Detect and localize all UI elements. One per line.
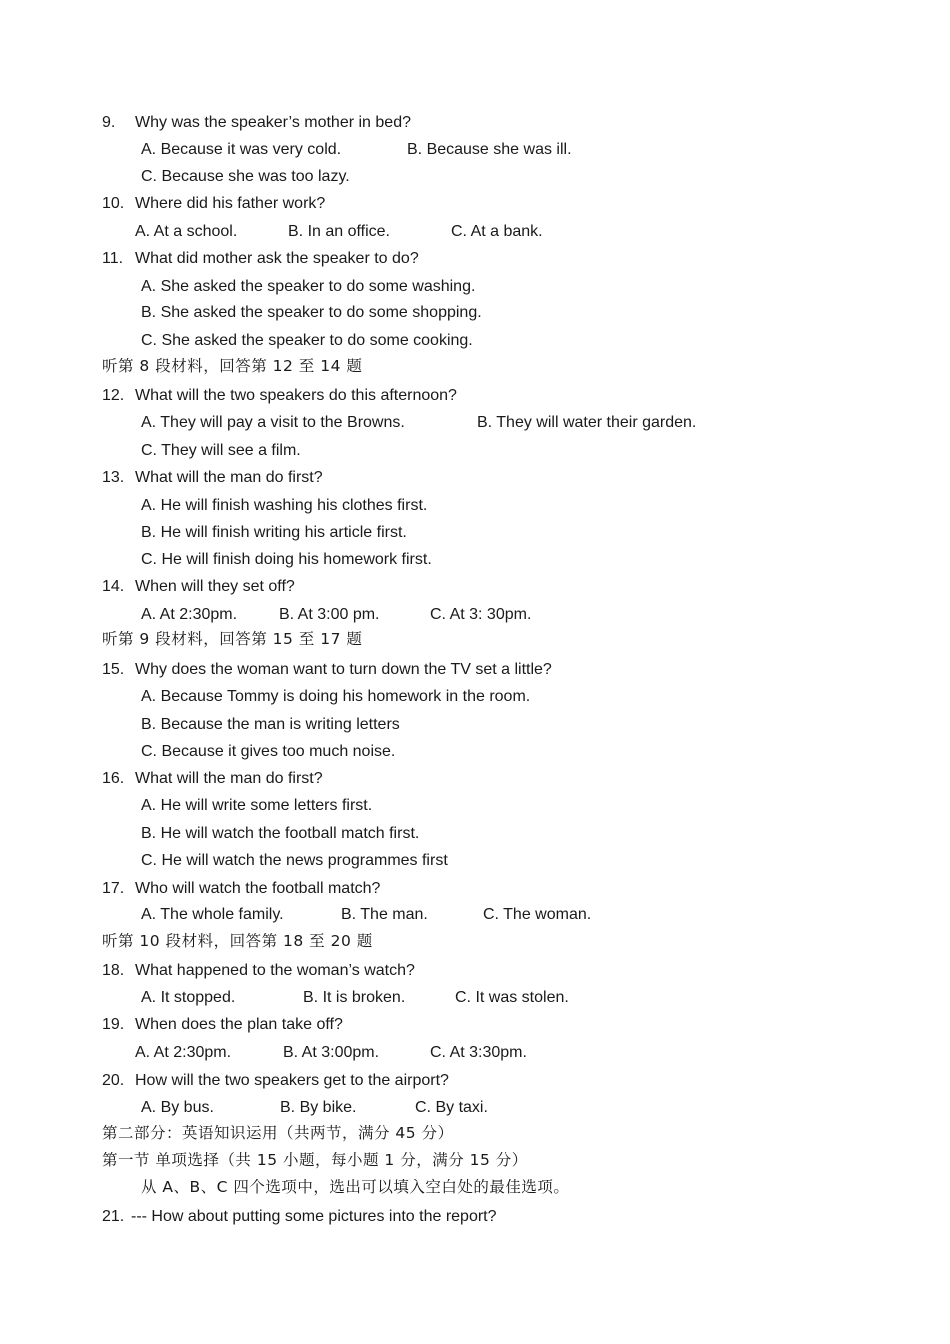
option: A. The whole family. [141,906,284,923]
option: A. At 2:30pm. [135,1044,232,1061]
question-11 [102,249,419,269]
question-text: What will the two speakers do this afternoon? [135,387,457,404]
question-number: 14. [102,578,125,595]
question-9 [102,113,411,133]
option: A. It stopped. [141,989,236,1006]
question-number: 13. [102,469,125,486]
option: C. Because she was too lazy. [141,168,350,185]
question-text: When does the plan take off? [135,1016,343,1033]
option: A. He will write some letters first. [141,797,373,814]
option: A. She asked the speaker to do some washing. [141,278,476,295]
question-12 [102,386,457,406]
option: A. At a school. [135,223,238,240]
question-number: 9. [102,114,116,131]
question-text: --- How about putting some pictures into the report? [131,1208,497,1225]
question-number: 11. [102,250,124,267]
question-number: 10. [102,195,125,212]
option: B. In an office. [288,223,390,240]
option: C. At 3: 30pm. [430,606,532,623]
option: B. It is broken. [303,989,406,1006]
option: A. He will finish washing his clothes first. [141,497,428,514]
question-text: When will they set off? [135,578,295,595]
option: A. Because it was very cold. [141,141,342,158]
option: B. He will watch the football match first. [141,825,420,842]
question-text: Why was the speaker’s mother in bed? [135,114,411,131]
question-18 [102,961,415,981]
option: C. It was stolen. [455,989,569,1006]
option: C. He will finish doing his homework first. [141,551,432,568]
question-number: 21. [102,1208,125,1225]
section-heading: 听第 9 段材料，回答第 15 至 17 题 [102,630,363,648]
option: A. Because Tommy is doing his homework in the room. [141,688,531,705]
option: B. They will water their garden. [477,414,697,431]
section-heading: 听第 10 段材料，回答第 18 至 20 题 [102,932,373,950]
question-15 [102,660,552,680]
option: B. Because she was ill. [407,141,572,158]
question-number: 16. [102,770,125,787]
option: B. Because the man is writing letters [141,716,400,733]
question-16 [102,769,323,789]
option: B. At 3:00pm. [283,1044,380,1061]
option: B. She asked the speaker to do some shopping. [141,304,482,321]
option: A. At 2:30pm. [141,606,238,623]
option: B. At 3:00 pm. [279,606,380,623]
option: C. At 3:30pm. [430,1044,527,1061]
option: C. The woman. [483,906,592,923]
question-number: 18. [102,962,125,979]
option: A. By bus. [141,1099,214,1116]
question-text: How will the two speakers get to the airport? [135,1072,449,1089]
question-text: What will the man do first? [135,770,323,787]
option: C. They will see a film. [141,442,301,459]
question-text: What will the man do first? [135,469,323,486]
option: B. He will finish writing his article first. [141,524,407,541]
question-number: 12. [102,387,125,404]
question-text: Who will watch the football match? [135,880,381,897]
option: C. She asked the speaker to do some cooking. [141,332,473,349]
question-number: 15. [102,661,125,678]
option: B. The man. [341,906,428,923]
question-text: What did mother ask the speaker to do? [135,250,419,267]
question-number: 17. [102,880,125,897]
question-20 [102,1071,449,1091]
option: C. He will watch the news programmes first [141,852,448,869]
part-two-title: 第二部分：英语知识运用（共两节，满分 45 分） [102,1124,454,1142]
question-19 [102,1015,343,1035]
section-heading: 听第 8 段材料，回答第 12 至 14 题 [102,357,363,375]
section-one-title: 第一节 单项选择（共 15 小题，每小题 1 分，满分 15 分） [102,1151,528,1169]
question-14 [102,577,295,597]
question-17 [102,879,380,899]
question-number: 20. [102,1072,125,1089]
option: C. At a bank. [451,223,543,240]
question-13 [102,468,323,488]
option: A. They will pay a visit to the Browns. [141,414,405,431]
question-number: 19. [102,1016,125,1033]
option: C. By taxi. [415,1099,488,1116]
question-text: Why does the woman want to turn down the TV set a little? [135,661,552,678]
question-text: What happened to the woman’s watch? [135,962,415,979]
option: B. By bike. [280,1099,357,1116]
question-text: Where did his father work? [135,195,326,212]
instruction-text: 从 A、B、C 四个选项中，选出可以填入空白处的最佳选项。 [141,1178,570,1196]
question-10 [102,194,325,214]
option: C. Because it gives too much noise. [141,743,396,760]
question-21 [102,1207,497,1227]
